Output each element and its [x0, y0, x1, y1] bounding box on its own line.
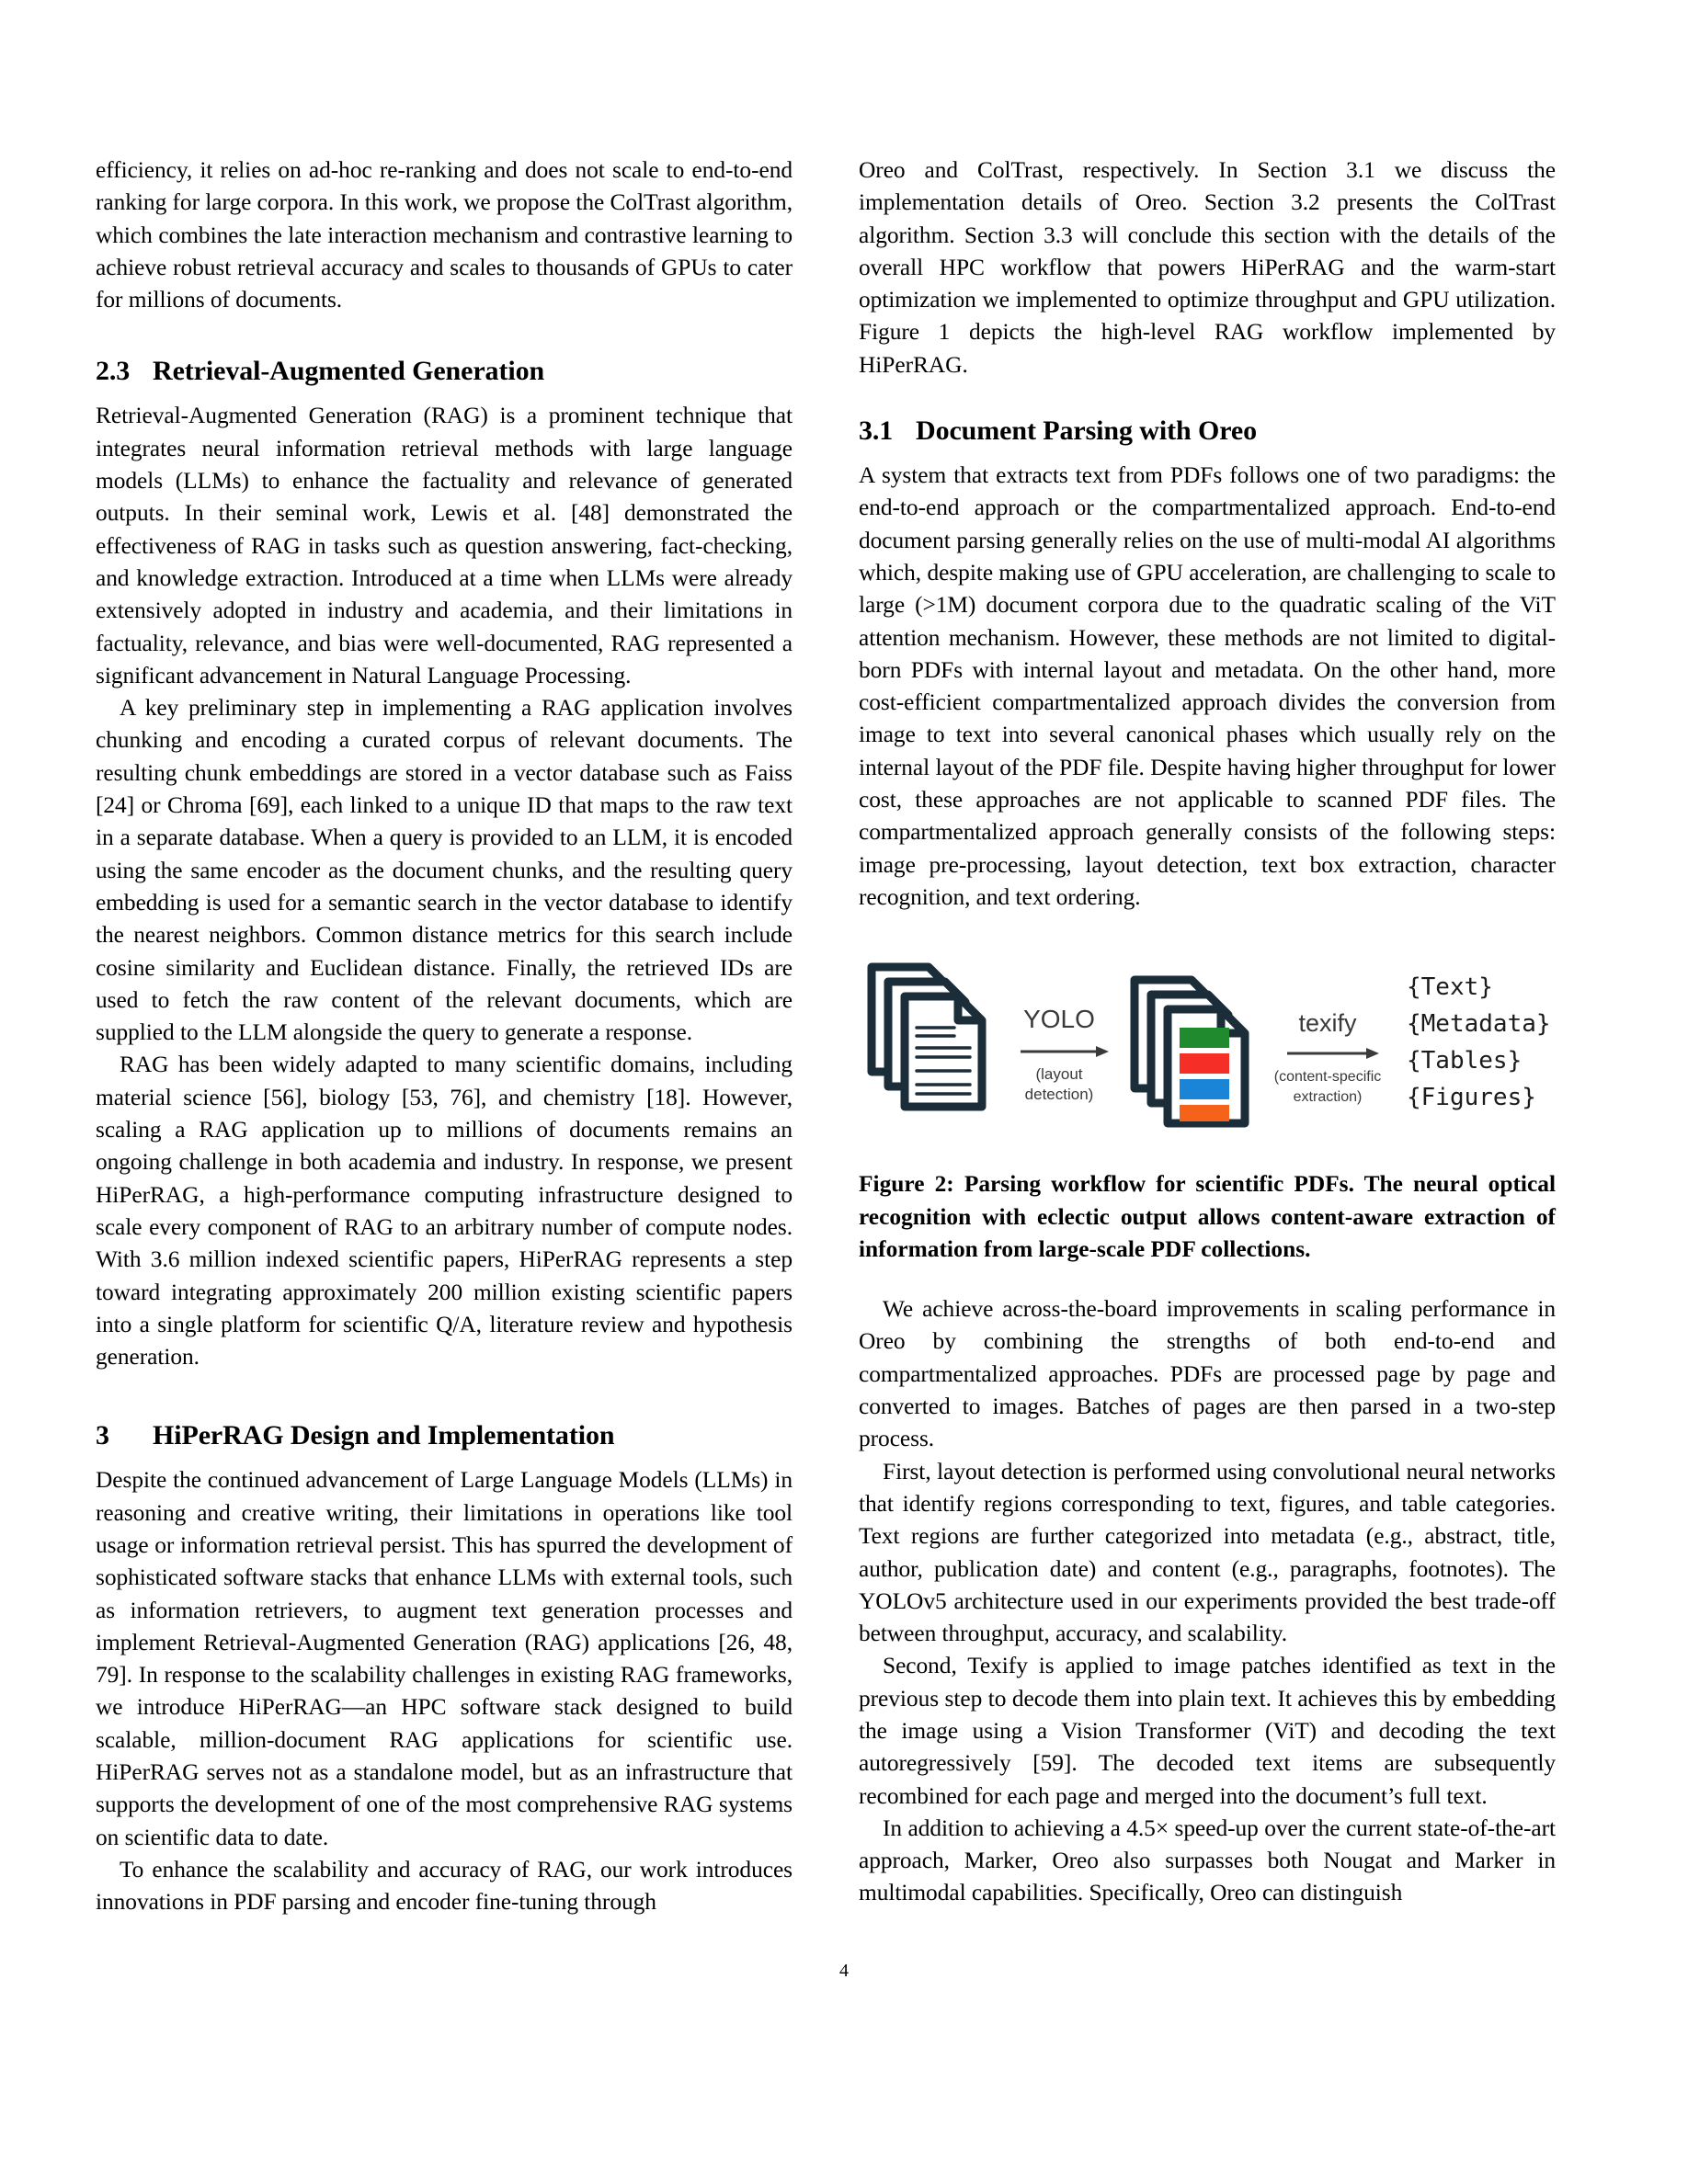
paragraph-in-addition: In addition to achieving a 4.5× speed-up over the current state-of-the-art approach, Marker, Oreo also surpasses both Nougat and Marker in multimodal capabilities. Specifically, Oreo can distinguish	[859, 1814, 1556, 1906]
document-stack-plain-icon	[872, 967, 982, 1107]
paragraph-efficiency: efficiency, it relies on ad-hoc re-ranking and does not scale to end-to-end ranking for large corpora. In this work, we propose the ColTrast algorithm, which combines the late interaction mechanism and contrastive learning to achieve robust retrieval accuracy and scales to thousands of GPUs to cater for millions of documents.	[96, 157, 793, 313]
right-column	[859, 154, 1556, 1906]
section-heading-2-3	[96, 355, 793, 388]
arrow-2-label: texify	[1298, 1009, 1357, 1038]
arrow-2-sublabel-line-2: extraction)	[1293, 1089, 1363, 1106]
output-figures: {Figures}	[1407, 1084, 1536, 1112]
section-number-3-1: 3.1	[859, 415, 894, 447]
section-title-3-1: Document Parsing with Oreo	[916, 415, 1257, 447]
paragraph-rag-intro: Retrieval-Augmented Generation (RAG) is a prominent technique that integrates neural information retrieval methods with large language models (LLMs) to enhance the factuality and relevance of generated outputs. In their seminal work, Lewis et al. [48] demonstrated the effectiveness of RAG in tasks such as question answering, fact-checking, and knowledge extraction. Introduced at a time when LLMs were already extensively adopted in industry and academia, and their limitations in factuality, relevance, and bias were well-documented, RAG represented a significant advancement in Natural Language Processing.	[96, 403, 793, 688]
paragraph-rag-adapted: RAG has been widely adapted to many scientific domains, including material science [56], biology [53, 76], and chemistry [18]. However, scaling a RAG application up to millions of documents remains an ongoing challenge in both academia and industry. In response, we present HiPerRAG, a high-performance computing infrastructure designed to scale every component of RAG to an arbitrary number of compute nodes. With 3.6 million indexed scientific papers, HiPerRAG represents a step toward integrating approximately 200 million existing scientific papers into a single platform for scientific Q/A, literature review and hypothesis generation.	[96, 1052, 793, 1371]
paragraph-first-layout: First, layout detection is performed using convolutional neural networks that identify regions corresponding to text, figures, and table categories. Text regions are further categorized into metadata (e.g., abstract, title, author, publication date) and content (e.g., paragraphs, footnotes). The YOLOv5 architecture used in our experiments provided the best trade-off between throughput, accuracy, and scalability.	[859, 1458, 1556, 1647]
figure-2-diagram	[859, 950, 1556, 1148]
paragraph-a-system: A system that extracts text from PDFs follows one of two paradigms: the end-to-end approach or the compartmentalized approach. End-to-end document parsing generally relies on the use of multi-modal AI algorithms which, despite making use of GPU acceleration, are challenging to scale to large (>1M) document corpora due to the quadratic scaling of the ViT attention mechanism. However, these methods are not limited to digital-born PDFs with internal layout and metadata. On the other hand, more cost-efficient compartmentalized approach divides the conversion from image to text into several canonical phases which usually rely on the internal layout of the PDF file. Despite having higher throughput for lower cost, these approaches are not applicable to scanned PDF files. The compartmentalized approach generally consists of the following steps: image pre-processing, layout detection, text box extraction, character recognition, and text ordering.	[859, 462, 1556, 910]
document-stack-detected-regions-icon	[1135, 980, 1245, 1123]
paragraph-to-enhance: To enhance the scalability and accuracy of RAG, our work introduces innovations in PDF parsing and encoder fine-tuning through	[96, 1856, 793, 1916]
arrow-2-sublabel-line-1: (content-specific	[1273, 1069, 1382, 1086]
section-number-2-3: 2.3	[96, 356, 131, 387]
arrow-1-sublabel-line-1: (layout	[1035, 1065, 1083, 1084]
arrow-1-sublabel-line-2: detection)	[1024, 1086, 1094, 1104]
paragraph-key-preliminary: A key preliminary step in implementing a RAG application involves chunking and encoding a curated corpus of relevant documents. The resulting chunk embeddings are stored in a vector database such as Faiss [24] or Chroma [69], each linked to a unique ID that maps to the raw text in a separate database. When a query is provided to an LLM, it is encoded using the same encoder as the document chunks, and the resulting query embedding is used for a semantic search in the vector database to identify the nearest neighbors. Common distance metrics for this search include cosine similarity and Euclidean distance. Finally, the retrieved IDs are used to fetch the raw content of the relevant documents, which are supplied to the LLM alongside the query to generate a response.	[96, 695, 793, 1046]
page-number: 4	[839, 1961, 849, 1981]
paragraph-oreo-coltrast: Oreo and ColTrast, respectively. In Section 3.1 we discuss the implementation details of Oreo. Section 3.2 presents the ColTrast algorithm. Section 3.3 will conclude this section with the details of the overall HPC workflow that powers HiPerRAG and the warm-start optimization we implemented to optimize throughput and GPU utilization. Figure 1 depicts the high-level RAG workflow implemented by HiPerRAG.	[859, 157, 1556, 378]
section-heading-3-1	[859, 415, 1556, 448]
arrow-texify	[1274, 1009, 1382, 1105]
left-column	[96, 154, 793, 1916]
two-column-layout	[96, 154, 1592, 1916]
caption-spacer	[859, 1266, 1556, 1293]
output-tables: {Tables}	[1407, 1047, 1523, 1075]
region-block-table	[1180, 1079, 1229, 1099]
paragraph-despite: Despite the continued advancement of Large Language Models (LLMs) in reasoning and creative writing, their limitations in operations like tool usage or information retrieval persist. This has spurred the development of sophisticated software stacks that enhance LLMs with external tools, such as information retrievers, to augment text generation processes and implement Retrieval-Augmented Generation (RAG) applications [26, 48, 79]. In response to the scalability challenges in existing RAG frameworks, we introduce HiPerRAG—an HPC software stack designed to build scalable, million-document RAG applications for scientific use. HiPerRAG serves not as a standalone model, but as an infrastructure that supports the development of one of the most comprehensive RAG systems on scientific data to date.	[96, 1467, 793, 1850]
output-metadata: {Metadata}	[1407, 1010, 1551, 1039]
region-block-figure	[1180, 1105, 1229, 1121]
arrow-1-label: YOLO	[1023, 1005, 1095, 1034]
figure-2-caption: Figure 2: Parsing workflow for scientific PDFs. The neural optical recognition with eclectic output allows content-aware extraction of information from large-scale PDF collections.	[859, 1171, 1556, 1262]
figure-2-block	[859, 950, 1556, 1266]
section-number-3: 3	[96, 1420, 109, 1451]
section-title-2-3: Retrieval-Augmented Generation	[153, 356, 545, 387]
paragraph-second-texify: Second, Texify is applied to image patches identified as text in the previous step to decode them into plain text. It achieves this by embedding the image using a Vision Transformer (ViT) and decoding the text autoregressively [59]. The decoded text items are subsequently recombined for each page and merged into the document’s full text.	[859, 1653, 1556, 1809]
paragraph-we-achieve: We achieve across-the-board improvements in scaling performance in Oreo by combining the strengths of both end-to-end and compartmentalized approaches. PDFs are processed page by page and converted to images. Batches of pages are then parsed in a two-step process.	[859, 1296, 1556, 1452]
arrow-yolo	[1021, 1005, 1109, 1103]
output-text: {Text}	[1407, 973, 1493, 1002]
region-block-text	[1180, 1028, 1229, 1048]
section-heading-3	[96, 1419, 793, 1452]
region-block-metadata	[1180, 1053, 1229, 1074]
figure-outputs-list	[1407, 973, 1551, 1111]
section-title-3: HiPerRAG Design and Implementation	[153, 1420, 615, 1451]
